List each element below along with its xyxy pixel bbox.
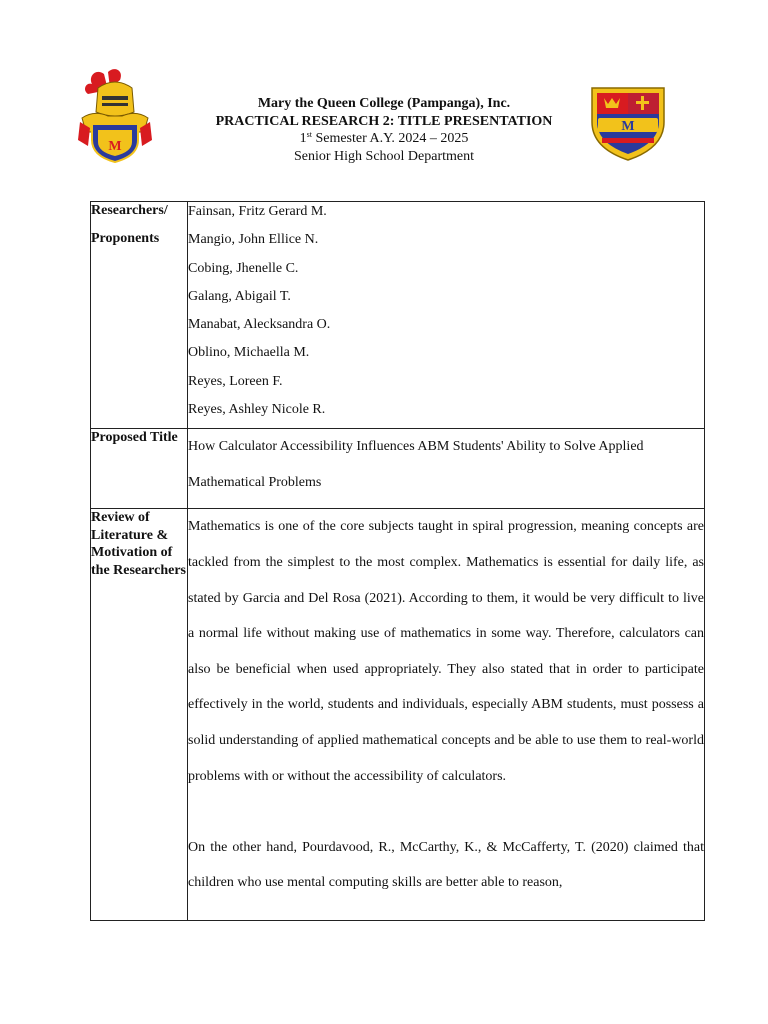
semester-ordinal: st — [306, 130, 312, 139]
semester-line — [160, 130, 608, 148]
review-text-cell — [188, 509, 705, 921]
researcher-name: Galang, Abigail T. — [188, 288, 291, 304]
researcher-name: Cobing, Jhenelle C. — [188, 260, 299, 276]
researchers-label-cell — [91, 202, 188, 429]
review-row — [91, 509, 705, 921]
researcher-name: Mangio, John Ellice N. — [188, 232, 319, 248]
researcher-name: Reyes, Loreen F. — [188, 373, 283, 389]
document-header — [160, 95, 608, 165]
proposed-title-row — [91, 429, 705, 509]
review-label: Review of Literature & Motivation of the Researchers — [91, 509, 188, 921]
researcher-name: Reyes, Ashley Nicole R. — [188, 402, 326, 418]
researchers-label: Researchers/ — [91, 203, 168, 218]
department-name: Senior High School Department — [293, 148, 475, 164]
proponents-label: Proponents — [91, 231, 160, 247]
crest-right-letter: M — [621, 119, 635, 134]
school-crest-knight-logo — [74, 66, 156, 164]
researcher-name: Manabat, Alecksandra O. — [188, 317, 331, 333]
researcher-name: Oblino, Michaella M. — [188, 345, 310, 361]
researchers-list — [188, 202, 705, 429]
semester-text: Semester A.Y. 2024 – 2025 — [311, 131, 469, 146]
document-title: PRACTICAL RESEARCH 2: TITLE PRESENTATION — [215, 113, 553, 129]
proposed-title-text: How Calculator Accessibility Influences ABM Students' Ability to Solve Applied Mathematical Problems — [188, 429, 705, 509]
review-paragraph: Mathematics is one of the core subjects taught in spiral progression, meaning concepts are tackled from the simplest to the most complex. Mathematics is essential for daily life, as stated by Garcia and Del Rosa (2021). According to them, it would be very difficult to live a normal life without making use of mathematics in some way. Therefore, calculators can also be beneficial when used appropriately. They also stated that in order to participate effectively in the world, students and individuals, especially ABM students, must possess a solid understanding of applied mathematical concepts and be able to use them to real-world problems with or without the accessibility of calculators. — [188, 519, 704, 784]
semester-number: 1 — [299, 131, 307, 146]
review-paragraph: On the other hand, Pourdavood, R., McCarthy, K., & McCafferty, T. (2020) claimed that children who use mental computing skills are better able to reason, — [188, 839, 704, 891]
researchers-row — [91, 202, 705, 429]
school-name: Mary the Queen College (Pampanga), Inc. — [257, 96, 511, 111]
researcher-name: Fainsan, Fritz Gerard M. — [188, 204, 327, 219]
crest-left-letter: M — [108, 139, 122, 154]
proposed-title-label: Proposed Title — [91, 429, 188, 509]
title-presentation-table — [90, 201, 705, 921]
